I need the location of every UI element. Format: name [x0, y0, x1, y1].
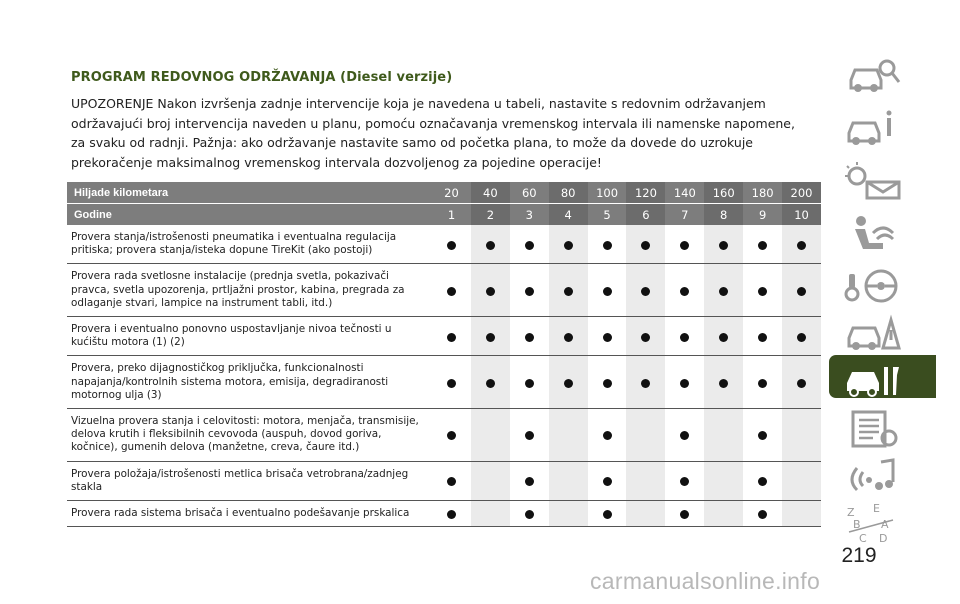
interval-cell — [782, 501, 821, 527]
table-row — [67, 317, 821, 356]
chapter-tab-car-search[interactable] — [829, 50, 936, 93]
years-header-row — [67, 204, 821, 226]
km-header-row-value: 60 — [510, 182, 549, 204]
required-dot-icon — [797, 379, 806, 388]
required-dot-icon — [719, 333, 728, 342]
km-header-row-value: 100 — [588, 182, 627, 204]
required-dot-icon — [447, 379, 456, 388]
interval-cell — [549, 356, 588, 409]
interval-cell — [471, 501, 510, 527]
car-search-icon — [843, 54, 903, 94]
required-dot-icon — [447, 431, 456, 440]
chapter-tab-car-info[interactable] — [829, 103, 936, 146]
warning-lights-icon — [843, 160, 903, 200]
operation-text: Provera položaja/istrošenosti metlica brisača vetrobrana/zadnjeg stakla — [67, 461, 432, 500]
required-dot-icon — [603, 431, 612, 440]
interval-cell — [743, 264, 782, 317]
interval-cell — [510, 317, 549, 356]
operation-text: Provera rada sistema brisača i eventualno podešavanje prskalica — [67, 501, 432, 527]
required-dot-icon — [447, 287, 456, 296]
interval-cell — [471, 225, 510, 264]
interval-cell — [743, 317, 782, 356]
required-dot-icon — [680, 333, 689, 342]
required-dot-icon — [680, 287, 689, 296]
interval-cell — [626, 317, 665, 356]
km-header-row-value: 80 — [549, 182, 588, 204]
index-icon — [843, 502, 903, 542]
seat-safety-icon — [843, 213, 903, 253]
years-header-row-value: 4 — [549, 204, 588, 226]
interval-cell — [665, 501, 704, 527]
required-dot-icon — [680, 431, 689, 440]
table-row — [67, 501, 821, 527]
required-dot-icon — [797, 241, 806, 250]
required-dot-icon — [486, 333, 495, 342]
required-dot-icon — [719, 379, 728, 388]
required-dot-icon — [447, 510, 456, 519]
required-dot-icon — [758, 379, 767, 388]
required-dot-icon — [603, 333, 612, 342]
interval-cell — [549, 501, 588, 527]
chapter-tab-key-steering[interactable] — [829, 262, 936, 305]
interval-cell — [626, 409, 665, 462]
interval-cell — [665, 264, 704, 317]
svg-text:C: C — [859, 532, 867, 542]
key-steering-icon — [843, 266, 903, 306]
km-header-row-value: 40 — [471, 182, 510, 204]
interval-cell — [471, 461, 510, 500]
required-dot-icon — [641, 241, 650, 250]
interval-cell — [626, 225, 665, 264]
interval-cell — [743, 356, 782, 409]
svg-text:E: E — [873, 502, 880, 515]
interval-cell — [471, 409, 510, 462]
interval-cell — [588, 501, 627, 527]
required-dot-icon — [603, 379, 612, 388]
interval-cell — [704, 409, 743, 462]
svg-text:A: A — [881, 518, 889, 531]
interval-cell — [588, 225, 627, 264]
required-dot-icon — [525, 333, 534, 342]
interval-cell — [665, 409, 704, 462]
years-header-row-value: 6 — [626, 204, 665, 226]
interval-cell — [510, 356, 549, 409]
required-dot-icon — [603, 287, 612, 296]
required-dot-icon — [564, 333, 573, 342]
years-header-row-value: 8 — [704, 204, 743, 226]
required-dot-icon — [758, 241, 767, 250]
interval-cell — [510, 264, 549, 317]
interval-cell — [704, 461, 743, 500]
interval-cell — [743, 409, 782, 462]
table-row — [67, 225, 821, 264]
km-header-row-value: 200 — [782, 182, 821, 204]
required-dot-icon — [603, 477, 612, 486]
interval-cell — [704, 317, 743, 356]
specifications-icon — [843, 408, 903, 448]
interval-cell — [704, 356, 743, 409]
interval-cell — [704, 225, 743, 264]
car-service-icon — [843, 359, 903, 399]
interval-cell — [471, 317, 510, 356]
required-dot-icon — [525, 510, 534, 519]
required-dot-icon — [797, 287, 806, 296]
chapter-tab-specifications[interactable] — [829, 404, 936, 447]
chapter-tab-car-service[interactable] — [829, 355, 936, 398]
years-header-row-value: 5 — [588, 204, 627, 226]
years-header-row-value: 2 — [471, 204, 510, 226]
interval-cell — [432, 461, 471, 500]
interval-cell — [743, 501, 782, 527]
required-dot-icon — [525, 287, 534, 296]
required-dot-icon — [564, 241, 573, 250]
interval-cell — [704, 264, 743, 317]
km-header-row-value: 140 — [665, 182, 704, 204]
required-dot-icon — [641, 379, 650, 388]
interval-cell — [665, 225, 704, 264]
chapter-tab-multimedia[interactable] — [829, 452, 936, 495]
section-title: PROGRAM REDOVNOG ODRŽAVANJA (Diesel verzije) — [71, 70, 453, 85]
required-dot-icon — [758, 287, 767, 296]
interval-cell — [665, 356, 704, 409]
table-row — [67, 264, 821, 317]
operation-text: Provera i eventualno ponovno uspostavljanje nivoa tečnosti u kućištu motora (1) (2) — [67, 317, 432, 356]
years-header-row-label: Godine — [67, 204, 432, 226]
interval-cell — [432, 264, 471, 317]
required-dot-icon — [525, 241, 534, 250]
required-dot-icon — [447, 241, 456, 250]
interval-cell — [782, 356, 821, 409]
required-dot-icon — [641, 333, 650, 342]
maintenance-table — [67, 181, 821, 527]
operation-text: Vizuelna provera stanja i celovitosti: motora, menjača, transmisije, delova krutih i fleksibilnih cevovoda (auspuh, dovod goriva, kočnice), gumenih delova (manžetne, creva, čaure itd.) — [67, 409, 432, 462]
required-dot-icon — [680, 510, 689, 519]
interval-cell — [549, 264, 588, 317]
interval-cell — [588, 264, 627, 317]
interval-cell — [471, 264, 510, 317]
car-info-icon — [843, 107, 903, 147]
interval-cell — [432, 225, 471, 264]
years-header-row-value: 1 — [432, 204, 471, 226]
km-header-row-value: 120 — [626, 182, 665, 204]
years-header-row-value: 9 — [743, 204, 782, 226]
required-dot-icon — [719, 241, 728, 250]
operation-text: Provera rada svetlosne instalacije (prednja svetla, pokazivači pravca, svetla upozorenja, prtljažni prostor, kabina, pregrada za odlaganje stvari, lampice na instrument tabli, itd.) — [67, 264, 432, 317]
required-dot-icon — [758, 333, 767, 342]
interval-cell — [432, 501, 471, 527]
required-dot-icon — [447, 333, 456, 342]
interval-cell — [665, 461, 704, 500]
interval-cell — [471, 356, 510, 409]
required-dot-icon — [680, 477, 689, 486]
interval-cell — [510, 225, 549, 264]
required-dot-icon — [486, 241, 495, 250]
km-header-row — [67, 182, 821, 204]
required-dot-icon — [680, 379, 689, 388]
interval-cell — [588, 317, 627, 356]
interval-cell — [782, 409, 821, 462]
years-header-row-value: 3 — [510, 204, 549, 226]
chapter-tab-car-emergency[interactable] — [829, 308, 936, 351]
interval-cell — [743, 461, 782, 500]
required-dot-icon — [641, 287, 650, 296]
required-dot-icon — [525, 477, 534, 486]
required-dot-icon — [486, 287, 495, 296]
interval-cell — [626, 356, 665, 409]
interval-cell — [432, 317, 471, 356]
interval-cell — [510, 409, 549, 462]
interval-cell — [588, 356, 627, 409]
table-row — [67, 356, 821, 409]
required-dot-icon — [603, 510, 612, 519]
page-number: 219 — [841, 544, 877, 567]
interval-cell — [782, 225, 821, 264]
interval-cell — [782, 317, 821, 356]
watermark: carmanualsonline.info — [590, 568, 821, 594]
interval-cell — [510, 501, 549, 527]
km-header-row-label: Hiljade kilometara — [67, 182, 432, 204]
interval-cell — [626, 461, 665, 500]
multimedia-icon — [843, 456, 903, 496]
km-header-row-value: 160 — [704, 182, 743, 204]
interval-cell — [626, 264, 665, 317]
interval-cell — [782, 264, 821, 317]
chapter-tab-warning-lights[interactable] — [829, 156, 936, 199]
interval-cell — [588, 409, 627, 462]
required-dot-icon — [564, 379, 573, 388]
km-header-row-value: 180 — [743, 182, 782, 204]
years-header-row-value: 7 — [665, 204, 704, 226]
years-header-row-value: 10 — [782, 204, 821, 226]
interval-cell — [704, 501, 743, 527]
operation-text: Provera stanja/istrošenosti pneumatika i eventualna regulacija pritiska; provera stanja/isteka dopune TireKit (ako postoji) — [67, 225, 432, 264]
required-dot-icon — [758, 431, 767, 440]
interval-cell — [432, 409, 471, 462]
required-dot-icon — [564, 287, 573, 296]
required-dot-icon — [797, 333, 806, 342]
chapter-tab-index[interactable] — [829, 498, 936, 541]
required-dot-icon — [525, 379, 534, 388]
interval-cell — [588, 461, 627, 500]
warning-text: UPOZORENJE Nakon izvršenja zadnje intervencije koja je navedena u tabeli, nastavite s redovnim održavanjem održavajući broj intervencija naveden u planu, pomoću označavanja vremenskog intervala ili namenske napomene, za svaku od radnji. Pažnja: ako održavanje nastavite samo od početka plana, to može da dovede do uzrokuje prekoračenje maksimalnog vremenskog intervala dozvoljenog za pojedine operacije! — [71, 96, 795, 170]
interval-cell — [549, 225, 588, 264]
chapter-tab-seat-safety[interactable] — [829, 209, 936, 252]
interval-cell — [743, 225, 782, 264]
interval-cell — [626, 501, 665, 527]
operation-text: Provera, preko dijagnostičkog priključka, funkcionalnosti napajanja/kontrolnih sistema motora, emisija, degradiranosti motornog ulja (3) — [67, 356, 432, 409]
required-dot-icon — [758, 477, 767, 486]
table-row — [67, 409, 821, 462]
km-header-row-value: 20 — [432, 182, 471, 204]
interval-cell — [432, 356, 471, 409]
required-dot-icon — [758, 510, 767, 519]
table-row — [67, 461, 821, 500]
required-dot-icon — [719, 287, 728, 296]
car-emergency-icon — [843, 312, 903, 352]
required-dot-icon — [486, 379, 495, 388]
interval-cell — [510, 461, 549, 500]
required-dot-icon — [447, 477, 456, 486]
interval-cell — [782, 461, 821, 500]
interval-cell — [665, 317, 704, 356]
required-dot-icon — [525, 431, 534, 440]
required-dot-icon — [680, 241, 689, 250]
svg-text:B: B — [853, 518, 861, 531]
interval-cell — [549, 409, 588, 462]
interval-cell — [549, 317, 588, 356]
svg-text:Z: Z — [847, 506, 855, 519]
interval-cell — [549, 461, 588, 500]
required-dot-icon — [603, 241, 612, 250]
svg-text:D: D — [879, 532, 888, 542]
